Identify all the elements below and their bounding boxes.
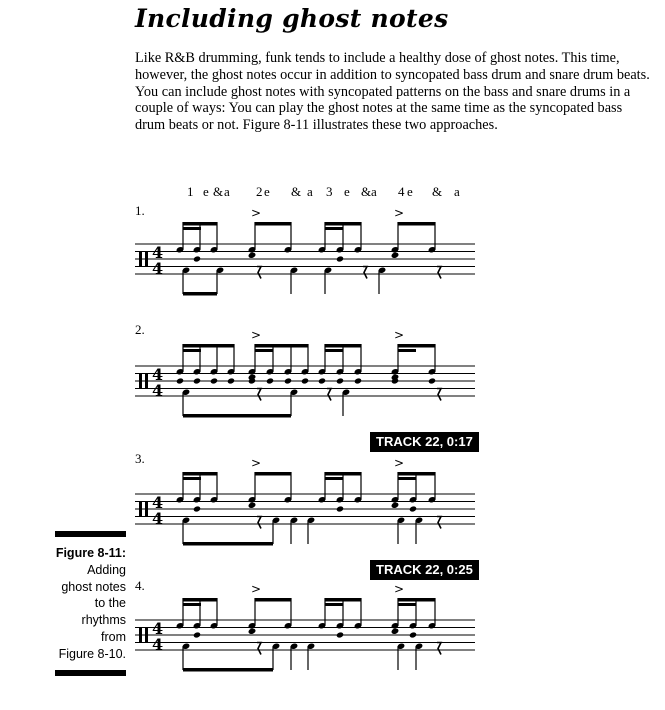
count-syllable: 4 (398, 184, 405, 199)
count-syllable: 1 (187, 184, 194, 199)
snare-ghost-note (336, 505, 344, 512)
snare-note (391, 628, 400, 635)
count-syllable: a (371, 184, 377, 199)
count-syllable: & (213, 184, 224, 199)
percussion-clef (145, 628, 148, 643)
drum-staff-1 (0, 202, 665, 302)
rest (437, 267, 441, 279)
percussion-clef (139, 502, 142, 517)
drum-staff-3 (0, 452, 665, 552)
caption-label: Figure 8-11: (55, 546, 126, 560)
beam (183, 344, 234, 348)
count-syllable: a (454, 184, 460, 199)
track-badge: TRACK 22, 0:25 (370, 560, 479, 580)
track-badge: TRACK 22, 0:17 (370, 432, 479, 452)
snare-ghost-note (336, 631, 344, 638)
notation (135, 456, 475, 546)
rest (327, 389, 331, 401)
snare-ghost-note (336, 255, 344, 262)
beam (183, 414, 291, 418)
time-sig-top: 4 (152, 493, 164, 512)
count-syllable: a (307, 184, 313, 199)
snare-ghost-note (409, 631, 417, 638)
snare-ghost-note (193, 377, 201, 384)
beam (183, 349, 201, 352)
caption-line: ghost notes (61, 579, 126, 594)
drum-staff-2 (0, 322, 665, 422)
example-number: 1. (135, 203, 145, 218)
time-sig-top: 4 (152, 619, 164, 638)
rest (257, 389, 261, 401)
beam (398, 222, 435, 226)
caption-rule-bottom (55, 670, 126, 676)
beam (183, 472, 217, 476)
accent-mark: > (251, 206, 262, 220)
percussion-clef (139, 628, 142, 643)
caption-line: Adding (87, 562, 126, 577)
snare-ghost-note (318, 377, 326, 384)
beam (398, 349, 416, 352)
snare-ghost-note (336, 377, 344, 384)
beam (398, 472, 435, 476)
count-syllable: e (203, 184, 209, 199)
count-syllable: 2 (256, 184, 263, 199)
beam (255, 598, 291, 602)
beam (183, 668, 273, 672)
snare-note (248, 252, 257, 259)
caption-rule-top (55, 531, 126, 537)
beam (398, 603, 416, 606)
count-syllable: & (361, 184, 372, 199)
count-syllable: e (344, 184, 350, 199)
time-sig-top: 4 (152, 365, 164, 384)
percussion-clef (139, 252, 142, 267)
accent-mark: > (251, 456, 262, 470)
rest (437, 643, 441, 655)
beam (255, 349, 273, 352)
percussion-clef (145, 502, 148, 517)
time-sig-bottom: 4 (152, 635, 164, 654)
snare-ghost-note (266, 377, 274, 384)
accent-mark: > (394, 456, 405, 470)
percussion-clef (139, 374, 142, 389)
beam (325, 227, 343, 230)
snare-ghost-note (176, 377, 184, 384)
count-syllable: & (432, 184, 443, 199)
caption-line: from (101, 629, 126, 644)
rest (257, 517, 261, 529)
snare-ghost-note (409, 505, 417, 512)
snare-ghost-note (227, 377, 235, 384)
time-sig-bottom: 4 (152, 381, 164, 400)
notation (135, 328, 475, 418)
snare-ghost-note (284, 377, 292, 384)
percussion-clef (145, 252, 148, 267)
snare-ghost-note (193, 505, 201, 512)
beam (325, 349, 343, 352)
beam (183, 292, 217, 296)
caption-line: to the (94, 596, 126, 611)
beam (398, 477, 416, 480)
accent-mark: > (394, 206, 405, 220)
beam (183, 222, 217, 226)
beam (325, 598, 361, 602)
example-number: 2. (135, 322, 145, 337)
count-syllable: e (407, 184, 413, 199)
beam (325, 603, 343, 606)
beam (183, 598, 217, 602)
snare-ghost-note (210, 377, 218, 384)
snare-note (391, 252, 400, 259)
beam (325, 477, 343, 480)
snare-note (248, 628, 257, 635)
rest (257, 267, 261, 279)
rest (437, 517, 441, 529)
beam (325, 344, 361, 348)
count-syllable: 3 (326, 184, 333, 199)
snare-ghost-note (193, 631, 201, 638)
time-sig-top: 4 (152, 243, 164, 262)
caption-line: Figure 8-10. (58, 646, 126, 661)
section-title: Including ghost notes (135, 4, 449, 33)
rest (257, 643, 261, 655)
accent-mark: > (251, 582, 262, 596)
time-sig-bottom: 4 (152, 259, 164, 278)
count-syllable: e (264, 184, 270, 199)
time-sig-bottom: 4 (152, 509, 164, 528)
beam (325, 222, 361, 226)
figure-caption (54, 545, 126, 663)
notation (135, 206, 475, 296)
accent-mark: > (394, 328, 405, 342)
snare-note (391, 502, 400, 509)
count-syllable: a (224, 184, 230, 199)
example-number: 3. (135, 451, 145, 466)
beam (183, 227, 201, 230)
beam (183, 603, 201, 606)
snare-ghost-note (193, 255, 201, 262)
rest (437, 389, 441, 401)
accent-mark: > (251, 328, 262, 342)
notation (135, 582, 475, 672)
snare-ghost-note (301, 377, 309, 384)
count-line (0, 184, 665, 204)
beam (325, 472, 361, 476)
snare-ghost-note (354, 377, 362, 384)
beam (255, 344, 308, 348)
rest (363, 267, 367, 279)
body-paragraph: Like R&B drumming, funk tends to include a healthy dose of ghost notes. This time, however, the ghost notes occur in addition to syncopated bass drum and snare drum beats. You can include ghost notes with syncopated patterns on the bass and snare drums in a couple of ways: You can play the ghost notes at the same time as the syncopated bass drum beats or not. Figure 8-11 illustrates these two approaches. (135, 50, 650, 134)
beam (255, 222, 291, 226)
caption-line: rhythms (81, 613, 126, 628)
beam (398, 598, 435, 602)
beam (255, 472, 291, 476)
example-number: 4. (135, 578, 145, 593)
percussion-clef (145, 374, 148, 389)
beam (183, 542, 273, 546)
snare-ghost-note (428, 377, 436, 384)
beam (183, 477, 201, 480)
count-syllable: & (291, 184, 302, 199)
accent-mark: > (394, 582, 405, 596)
snare-note (248, 502, 257, 509)
beam (398, 344, 435, 348)
